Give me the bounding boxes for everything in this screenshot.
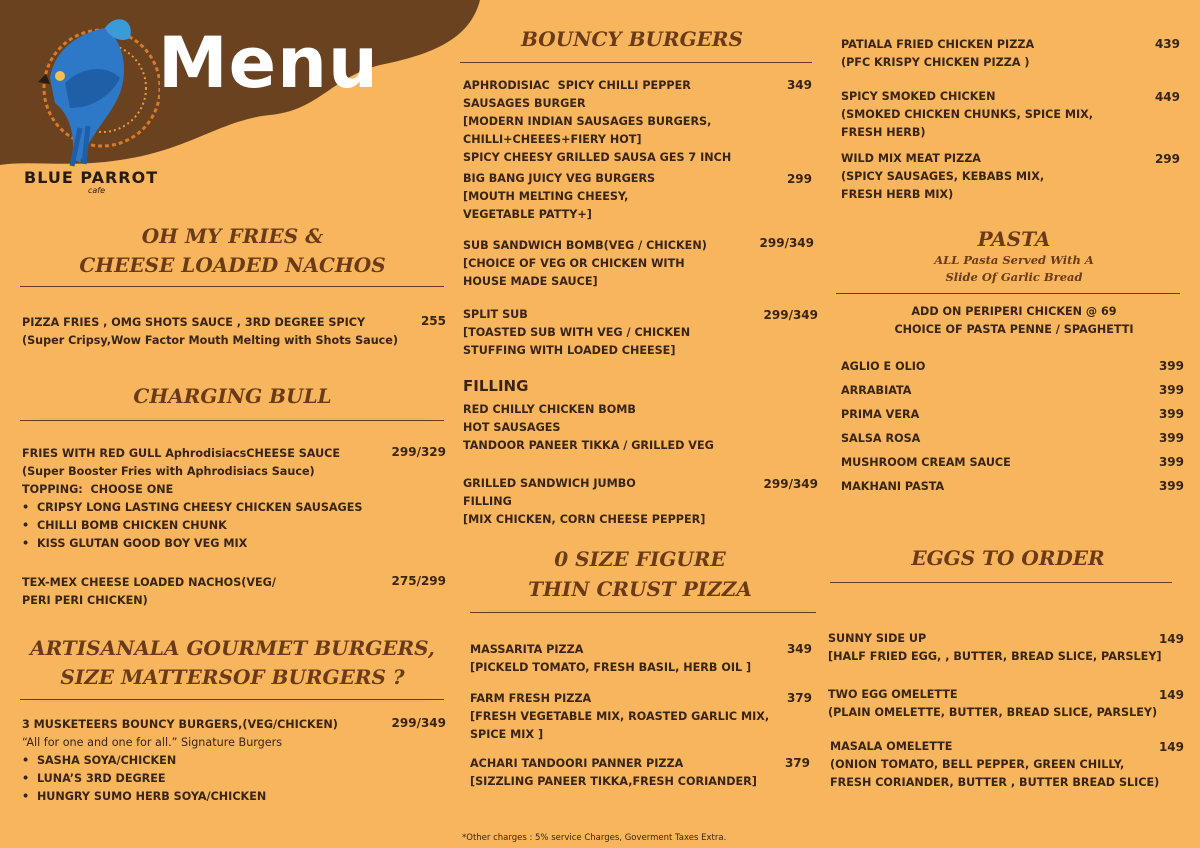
bouncy-item5-line3: [MIX CHICKEN, CORN CHEESE PEPPER]: [463, 513, 706, 526]
bouncy-item5-price: 299/349: [763, 477, 818, 491]
bouncy-item1-price: 349: [786, 78, 812, 92]
bouncy-item3-line2: [CHOICE OF VEG OR CHICKEN WITH: [463, 257, 685, 270]
bouncy-divider: [460, 62, 812, 63]
pizza2-item3-line2: (SPICY SAUSAGES, KEBABS MIX,: [841, 170, 1045, 183]
pizza2-item1-price: 439: [1154, 37, 1180, 51]
bull-item1-line2: (Super Booster Fries with Aphrodisiacs Sauce): [22, 465, 315, 478]
eggs-item2-line2: (PLAIN OMELETTE, BUTTER, BREAD SLICE, PARSLEY): [828, 706, 1158, 719]
pizza-item1-price: 349: [786, 642, 812, 656]
pasta-item-name: MUSHROOM CREAM SAUCE: [841, 456, 1011, 469]
pizza-item3-line1: ACHARI TANDOORI PANNER PIZZA: [470, 757, 684, 770]
bouncy-item2-line3: VEGETABLE PATTY+]: [463, 208, 592, 221]
bouncy-item3-price: 299/349: [759, 236, 814, 250]
pizza-item3-line2: [SIZZLING PANEER TIKKA,FRESH CORIANDER]: [470, 775, 757, 788]
bull-item1-line5: • CHILLI BOMB CHICKEN CHUNK: [22, 519, 227, 532]
bouncy-item4-line3: STUFFING WITH LOADED CHEESE]: [463, 344, 676, 357]
artisan-item-line1: 3 MUSKETEERS BOUNCY BURGERS,(VEG/CHICKEN): [22, 718, 338, 731]
bouncy-item2-line2: [MOUTH MELTING CHEESY,: [463, 190, 629, 203]
footer-note: *Other charges : 5% service Charges, Goverment Taxes Extra.: [462, 833, 727, 843]
eggs-item2-line1: TWO EGG OMELETTE: [828, 688, 958, 701]
pasta-item-price: 399: [1158, 383, 1184, 397]
eggs-item3-line3: FRESH CORIANDER, BUTTER , BUTTER BREAD SLICE): [830, 776, 1160, 789]
pasta-subtitle-line1: ALL Pasta Served With A: [934, 253, 1094, 267]
bull-item1-line4: • CRIPSY LONG LASTING CHEESY CHICKEN SAUSAGES: [22, 501, 363, 514]
pasta-addon-line2: CHOICE OF PASTA PENNE / SPAGHETTI: [894, 323, 1134, 336]
pizza2-item3-price: 299: [1154, 152, 1180, 166]
pizza-item2-price: 379: [786, 691, 812, 705]
eggs-item3-price: 149: [1158, 740, 1184, 754]
bouncy-item1-line1: APHRODISIAC SPICY CHILLI PEPPER: [463, 79, 691, 92]
artisan-item-line3: • SASHA SOYA/CHICKEN: [22, 754, 177, 767]
bull-item1-line6: • KISS GLUTAN GOOD BOY VEG MIX: [22, 537, 248, 550]
eggs-item2-price: 149: [1158, 688, 1184, 702]
pizza-item3-price: 379: [784, 756, 810, 770]
pizza2-item3-line3: FRESH HERB MIX): [841, 188, 954, 201]
filling-line1: RED CHILLY CHICKEN BOMB: [463, 403, 636, 416]
pasta-item-price: 399: [1158, 407, 1184, 421]
pasta-addon-line1: ADD ON PERIPERI CHICKEN @ 69: [911, 305, 1117, 318]
artisan-item-line5: • HUNGRY SUMO HERB SOYA/CHICKEN: [22, 790, 267, 803]
eggs-heading: EGGS TO ORDER: [911, 546, 1105, 570]
pizza2-item2-line2: (SMOKED CHICKEN CHUNKS, SPICE MIX,: [841, 108, 1094, 121]
eggs-item1-line2: [HALF FRIED EGG, , BUTTER, BREAD SLICE, PARSLEY]: [828, 650, 1162, 663]
pizza2-item2-line1: SPICY SMOKED CHICKEN: [841, 90, 996, 103]
artisan-item-line2: “All for one and one for all.” Signature Burgers: [22, 736, 283, 749]
bull-item2-line2: PERI PERI CHICKEN): [22, 594, 148, 607]
pasta-item-price: 399: [1158, 359, 1184, 373]
bouncy-item1-line3: [MODERN INDIAN SAUSAGES BURGERS,: [463, 115, 712, 128]
bouncy-item3-line1: SUB SANDWICH BOMB(VEG / CHICKEN): [463, 239, 707, 252]
artisan-heading-line1: ARTISANALA GOURMET BURGERS,: [30, 636, 435, 660]
pasta-divider: [836, 293, 1180, 294]
pasta-heading: PASTA: [977, 227, 1051, 251]
pasta-item-price: 399: [1158, 455, 1184, 469]
pizza2-item1-line2: (PFC KRISPY CHICKEN PIZZA ): [841, 56, 1030, 69]
page-title: Menu: [158, 22, 379, 104]
pasta-subtitle-line2: Slide Of Garlic Bread: [945, 270, 1083, 284]
bull-divider: [20, 420, 444, 421]
brand-subtitle: cafe: [88, 186, 106, 195]
bouncy-item2-line1: BIG BANG JUICY VEG BURGERS: [463, 172, 656, 185]
artisan-item-price: 299/349: [391, 716, 446, 730]
artisan-heading-line2: SIZE MATTERSOF BURGERS ?: [60, 665, 405, 689]
pasta-item-price: 399: [1158, 479, 1184, 493]
pizza-item2-line2: [FRESH VEGETABLE MIX, ROASTED GARLIC MIX,: [470, 710, 770, 723]
bull-item2-line1: TEX-MEX CHEESE LOADED NACHOS(VEG/: [22, 576, 276, 589]
pizza-item1-line2: [PICKELD TOMATO, FRESH BASIL, HERB OIL ]: [470, 661, 752, 674]
eggs-item1-line1: SUNNY SIDE UP: [828, 632, 927, 645]
filling-title: FILLING: [463, 377, 529, 395]
bouncy-item2-price: 299: [786, 172, 812, 186]
bull-item1-line1: FRIES WITH RED GULL AphrodisiacsCHEESE SAUCE: [22, 447, 341, 460]
pasta-item-name: ARRABIATA: [841, 384, 912, 397]
pizza-heading-line1: 0 SIZE FIGURE: [554, 547, 726, 571]
eggs-item3-line1: MASALA OMELETTE: [830, 740, 953, 753]
pasta-item-name: MAKHANI PASTA: [841, 480, 945, 493]
bull-item1-line3: TOPPING: CHOOSE ONE: [22, 483, 174, 496]
brand-name: BLUE PARROT: [24, 168, 159, 187]
eggs-divider: [830, 582, 1172, 583]
pizza2-item2-line3: FRESH HERB): [841, 126, 926, 139]
fries-item-desc: (Super Cripsy,Wow Factor Mouth Melting with Shots Sauce): [22, 334, 399, 347]
pizza-item1-line1: MASSARITA PIZZA: [470, 643, 584, 656]
fries-item-name: PIZZA FRIES , OMG SHOTS SAUCE , 3RD DEGREE SPICY: [22, 316, 366, 329]
fries-item-price: 255: [420, 314, 446, 328]
pasta-item-price: 399: [1158, 431, 1184, 445]
bouncy-item5-line1: GRILLED SANDWICH JUMBO: [463, 477, 636, 490]
parrot-logo-icon: [10, 8, 160, 168]
fries-heading-line1: OH MY FRIES &: [141, 224, 324, 248]
bouncy-item4-price: 299/349: [763, 308, 818, 322]
bouncy-item1-line4: CHILLI+CHEEES+FIERY HOT]: [463, 133, 642, 146]
artisan-item-line4: • LUNA’S 3RD DEGREE: [22, 772, 166, 785]
pizza-item2-line3: SPICE MIX ]: [470, 728, 544, 741]
pizza2-item1-line1: PATIALA FRIED CHICKEN PIZZA: [841, 38, 1035, 51]
pizza-divider: [470, 612, 816, 613]
bouncy-item4-line1: SPLIT SUB: [463, 308, 528, 321]
bouncy-heading: BOUNCY BURGERS: [521, 27, 743, 51]
pizza2-item2-price: 449: [1154, 90, 1180, 104]
pizza-heading-line2: THIN CRUST PIZZA: [528, 577, 752, 601]
fries-heading-line2: CHEESE LOADED NACHOS: [79, 253, 386, 277]
eggs-item1-price: 149: [1158, 632, 1184, 646]
pasta-item-name: AGLIO E OLIO: [841, 360, 926, 373]
bull-item2-price: 275/299: [391, 574, 446, 588]
pasta-item-name: SALSA ROSA: [841, 432, 921, 445]
bull-item1-price: 299/329: [391, 445, 446, 459]
bouncy-item1-line2: SAUSAGES BURGER: [463, 97, 586, 110]
bouncy-item1-line5: SPICY CHEESY GRILLED SAUSA GES 7 INCH: [463, 151, 732, 164]
bouncy-item3-line3: HOUSE MADE SAUCE]: [463, 275, 598, 288]
filling-line3: TANDOOR PANEER TIKKA / GRILLED VEG: [463, 439, 714, 452]
bouncy-item5-line2: FILLING: [463, 495, 512, 508]
filling-line2: HOT SAUSAGES: [463, 421, 561, 434]
artisan-divider: [20, 699, 444, 700]
bull-heading: CHARGING BULL: [133, 384, 332, 408]
pizza-item2-line1: FARM FRESH PIZZA: [470, 692, 592, 705]
fries-divider: [20, 286, 444, 287]
eggs-item3-line2: (ONION TOMATO, BELL PEPPER, GREEN CHILLY,: [830, 758, 1125, 771]
pasta-item-name: PRIMA VERA: [841, 408, 920, 421]
pizza2-item3-line1: WILD MIX MEAT PIZZA: [841, 152, 981, 165]
bouncy-item4-line2: [TOASTED SUB WITH VEG / CHICKEN: [463, 326, 691, 339]
